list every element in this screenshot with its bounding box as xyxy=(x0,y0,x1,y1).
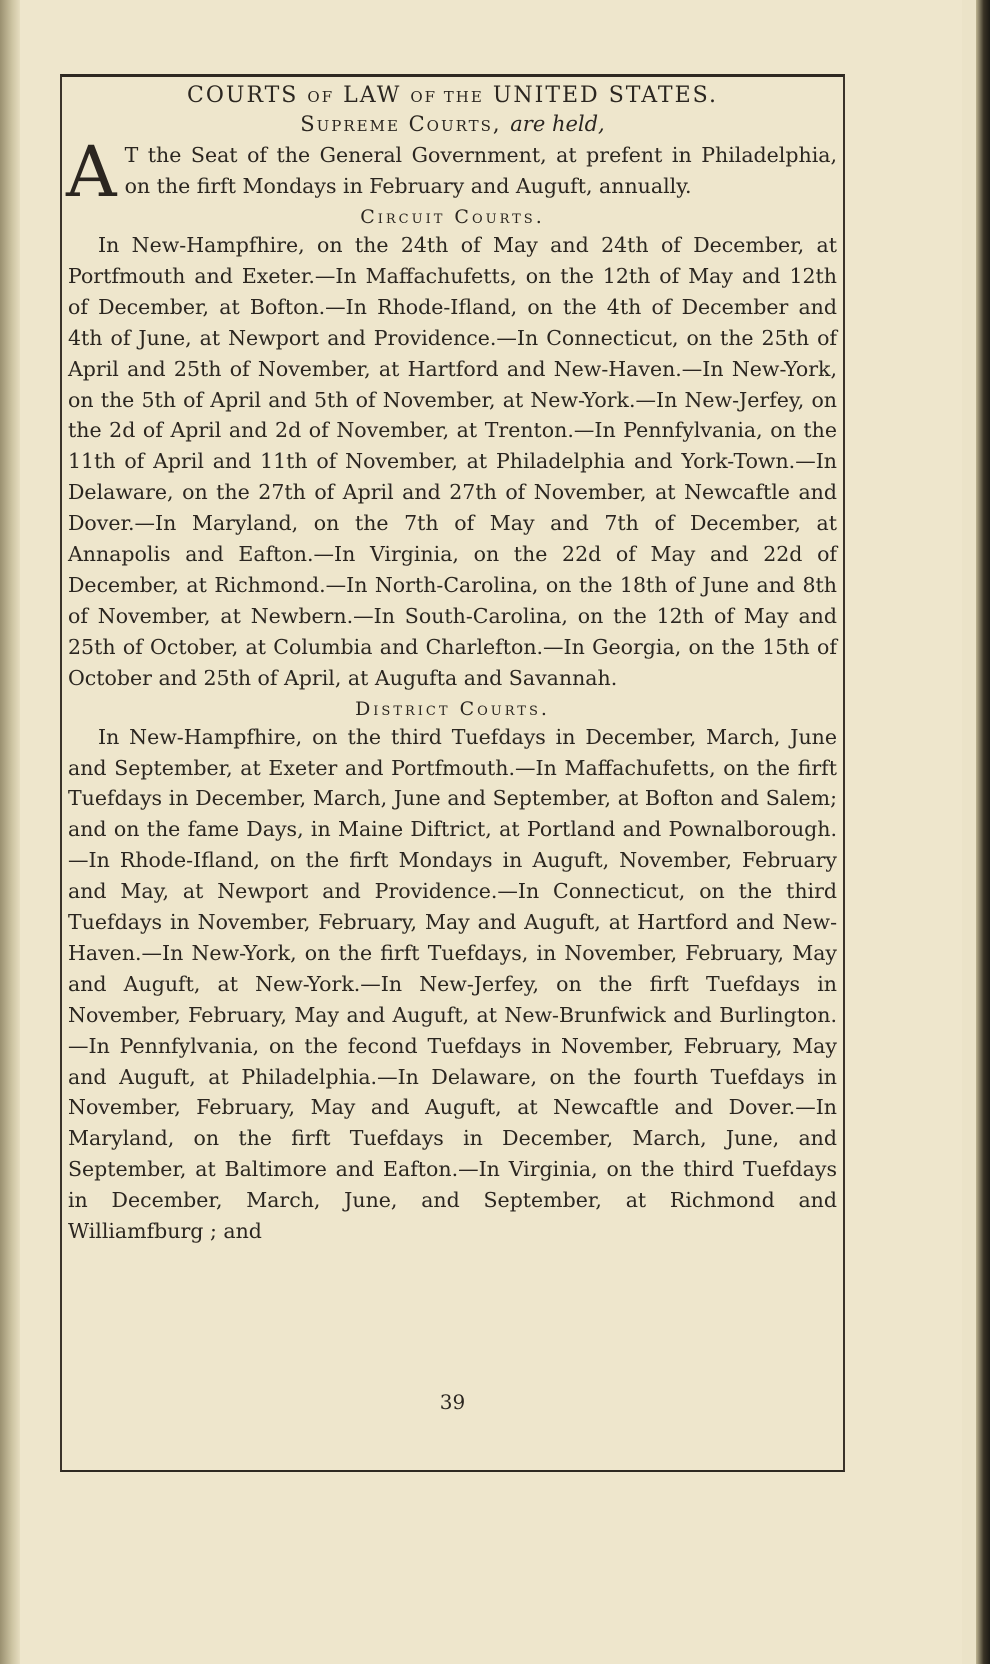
circuit-courts-paragraph: In New-Hampfhire, on the 24th of May and 24th of December, at Portfmouth and Exeter.—In Maffachufetts, on the 12th of May and 12th of December, at Bofton.—In Rhode-Ifland, on the 4th of December and 4th of June, at Newport and Providence.—In Connecticut, on the 25th of April and 25th of November, at Hartford and New-Haven.—In New-York, on the 5th of April and 5th of November, at New-York.—In New-Jerfey, on the 2d of April and 2d of November, at Trenton.—In Pennfylvania, on the 11th of April and 11th of November, at Philadelphia and York-Town.—In Delaware, on the 27th of April and 27th of November, at Newcaftle and Dover.—In Maryland, on the 7th of May and 7th of December, at Annapolis and Eafton.—In Virginia, on the 22d of May and 22d of December, at Richmond.—In North-Carolina, on the 18th of June and 8th of November, at Newbern.—In South-Carolina, on the 12th of May and 25th of October, at Columbia and Charlefton.—In Georgia, on the 15th of October and 25th of April, at Augufta and Savannah. xyxy=(68,233,837,690)
page xyxy=(20,0,962,1664)
supreme-courts-label: Supreme Courts, xyxy=(300,112,502,136)
circuit-courts-heading: Circuit Courts. xyxy=(360,206,545,228)
page-number: 39 xyxy=(439,1390,466,1414)
district-courts-paragraph: In New-Hampfhire, on the third Tuefdays in December, March, June and September, at Exeter and Portfmouth.—In Maffachufetts, on the firft Tuefdays in December, March, June and September, at Bofton and Salem; and on the fame Days, in Maine Diftrict, at Portland and Pownalborough.—In Rhode-Ifland, on the firft Mondays in Auguft, November, February and May, at Newport and Providence.—In Connecticut, on the third Tuefdays in November, February, May and Auguft, at Hartford and New-Haven.—In New-York, on the firft Tuefdays, in November, February, May and Auguft, at New-York.—In New-Jerfey, on the firft Tuefdays in November, February, May and Auguft, at New-Brunfwick and Burlington.—In Pennfylvania, on the fecond Tuefdays in November, February, May and Auguft, at Philadelphia.—In Delaware, on the fourth Tuefdays in November, February, May and Auguft, at Newcaftle and Dover.—In Maryland, on the firft Tuefdays in December, March, June, and September, at Baltimore and Eafton.—In Virginia, on the third Tuefdays in December, March, June, and September, at Richmond and Williamfburg ; and xyxy=(68,724,837,1244)
supreme-courts-heading xyxy=(68,112,837,136)
district-courts-heading: District Courts. xyxy=(355,697,550,720)
main-title xyxy=(68,83,837,108)
main-title-word-1: COURTS xyxy=(187,83,299,108)
main-title-word-2: OF xyxy=(307,88,335,106)
supreme-courts-suffix: are held, xyxy=(510,112,605,136)
main-title-word-4: OF THE xyxy=(410,88,484,106)
text-block xyxy=(60,74,845,1472)
right-page-edge xyxy=(976,0,990,1664)
supreme-courts-paragraph xyxy=(66,131,837,213)
main-title-word-3: LAW xyxy=(343,83,402,108)
main-title-word-5: UNITED STATES. xyxy=(492,83,718,108)
drop-cap-letter: A xyxy=(66,131,117,213)
left-page-edge xyxy=(0,0,20,1664)
supreme-courts-text: T the Seat of the General Government, at prefent in Philadelphia, on the firft Mondays in February and Auguft, annually. xyxy=(124,143,837,198)
